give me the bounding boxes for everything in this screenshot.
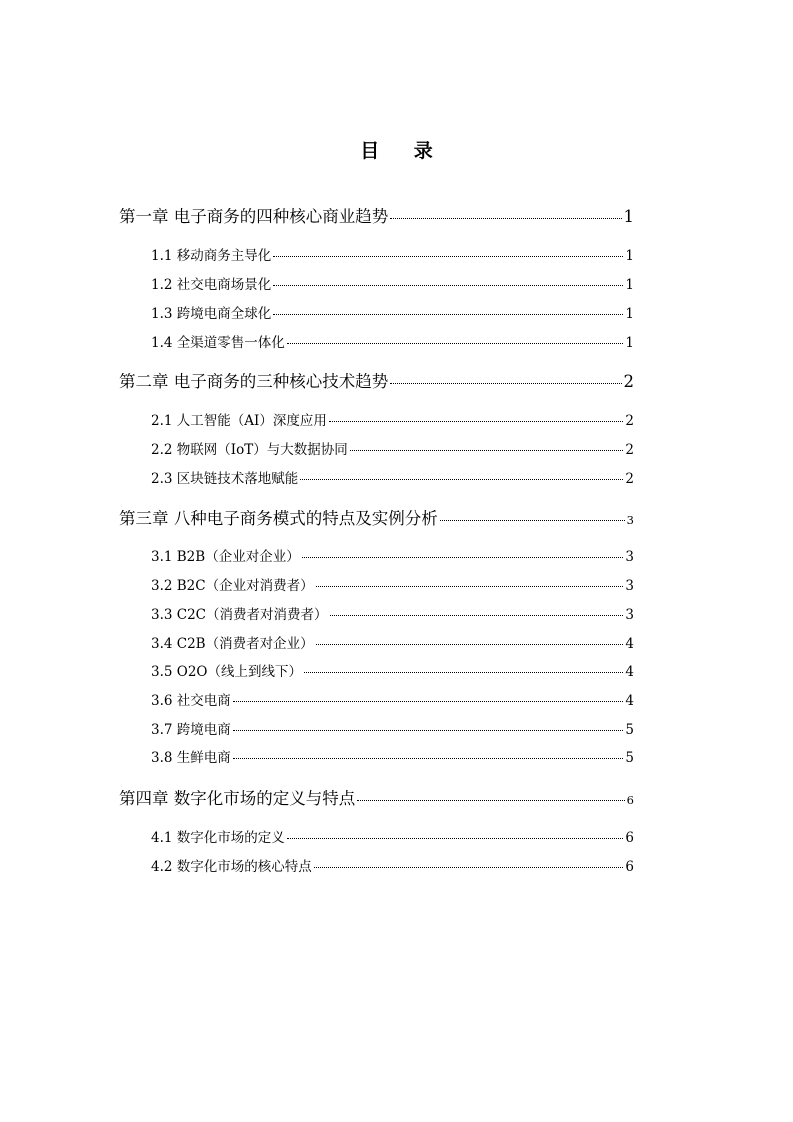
toc-page-number: 4: [625, 693, 634, 709]
toc-entry-label: 2.2 物联网（IoT）与大数据协同: [151, 442, 348, 458]
toc-page-number: 1: [625, 306, 634, 322]
dot-leader: [273, 256, 623, 257]
toc-entry-label: 第一章 电子商务的四种核心商业趋势: [119, 207, 389, 226]
toc-section[interactable]: [151, 409, 634, 429]
dot-leader: [316, 644, 624, 645]
toc-section[interactable]: [151, 273, 634, 293]
toc-section[interactable]: [151, 660, 634, 680]
toc-entry-label: 4.1 数字化市场的定义: [151, 830, 285, 846]
dot-leader: [233, 701, 624, 702]
toc-page-number: 2: [625, 471, 634, 487]
toc-entry-label: 1.2 社交电商场景化: [151, 277, 272, 293]
toc-section[interactable]: [151, 331, 634, 351]
toc-section[interactable]: [151, 244, 634, 264]
toc-page-number: 4: [625, 664, 634, 680]
toc-page-number: 2: [623, 372, 634, 391]
toc-page-number: 4: [625, 636, 634, 652]
toc-entry-label: 第二章 电子商务的三种核心技术趋势: [119, 372, 389, 391]
toc-page-number: 2: [625, 413, 634, 429]
dot-leader: [287, 343, 624, 344]
toc-section[interactable]: [151, 826, 634, 846]
toc-chapter[interactable]: [119, 368, 634, 392]
toc-section[interactable]: [151, 438, 634, 458]
toc-section[interactable]: [151, 746, 634, 766]
toc-entry-label: 2.1 人工智能（AI）深度应用: [151, 413, 327, 429]
toc-section[interactable]: [151, 718, 634, 738]
toc-entry-label: 1.1 移动商务主导化: [151, 248, 272, 264]
toc-page-number: 2: [625, 442, 634, 458]
toc-entry-label: 3.5 O2O（线上到线下）: [151, 664, 302, 680]
toc-chapter[interactable]: [119, 785, 634, 809]
toc-entry-label: 3.3 C2C（消费者对消费者）: [151, 607, 328, 623]
toc-entry-label: 1.3 跨境电商全球化: [151, 306, 272, 322]
dot-leader: [350, 450, 624, 451]
dot-leader: [329, 421, 624, 422]
dot-leader: [233, 758, 624, 759]
toc-page-number: 6: [626, 793, 634, 807]
toc-page-number: 1: [625, 335, 634, 351]
toc-section[interactable]: [151, 574, 634, 594]
toc-section[interactable]: [151, 302, 634, 322]
toc-section[interactable]: [151, 855, 634, 875]
dot-leader: [273, 285, 623, 286]
dot-leader: [304, 672, 623, 673]
toc-section[interactable]: [151, 603, 634, 623]
toc-entry-label: 3.1 B2B（企业对企业）: [151, 549, 300, 565]
dot-leader: [440, 520, 625, 521]
toc-page-number: 1: [625, 248, 634, 264]
dot-leader: [287, 838, 624, 839]
dot-leader: [390, 383, 621, 384]
toc-entry-label: 1.4 全渠道零售一体化: [151, 335, 285, 351]
toc-page-number: 3: [625, 578, 634, 594]
toc-entry-label: 4.2 数字化市场的核心特点: [151, 859, 312, 875]
toc-entry-label: 第四章 数字化市场的定义与特点: [119, 789, 356, 808]
toc-page-number: 6: [625, 859, 634, 875]
dot-leader: [316, 586, 624, 587]
toc-page-number: 1: [623, 207, 634, 226]
toc-title: 目 录: [360, 140, 447, 162]
toc-section[interactable]: [151, 689, 634, 709]
dot-leader: [390, 218, 621, 219]
dot-leader: [233, 730, 624, 731]
toc-entry-label: 2.3 区块链技术落地赋能: [151, 471, 299, 487]
toc-chapter[interactable]: [119, 505, 634, 529]
toc-section[interactable]: [151, 467, 634, 487]
dot-leader: [357, 800, 624, 801]
toc-page-number: 5: [625, 750, 634, 766]
toc-entry-label: 3.7 跨境电商: [151, 722, 231, 738]
dot-leader: [314, 867, 624, 868]
toc-page-number: 3: [626, 513, 634, 527]
toc-section[interactable]: [151, 632, 634, 652]
toc-page-number: 3: [625, 607, 634, 623]
dot-leader: [302, 557, 624, 558]
toc-entry-label: 3.2 B2C（企业对消费者）: [151, 578, 314, 594]
toc-entry-label: 3.8 生鲜电商: [151, 750, 231, 766]
dot-leader: [300, 479, 623, 480]
toc-entry-label: 3.4 C2B（消费者对企业）: [151, 636, 314, 652]
toc-page-number: 6: [625, 830, 634, 846]
toc-section[interactable]: [151, 545, 634, 565]
toc-page-number: 1: [625, 277, 634, 293]
toc-chapter[interactable]: [119, 203, 634, 227]
toc-entry-label: 第三章 八种电子商务模式的特点及实例分析: [119, 509, 438, 528]
toc-page-number: 3: [625, 549, 634, 565]
toc-page-number: 5: [625, 722, 634, 738]
dot-leader: [330, 615, 624, 616]
toc-entry-label: 3.6 社交电商: [151, 693, 231, 709]
dot-leader: [273, 314, 623, 315]
